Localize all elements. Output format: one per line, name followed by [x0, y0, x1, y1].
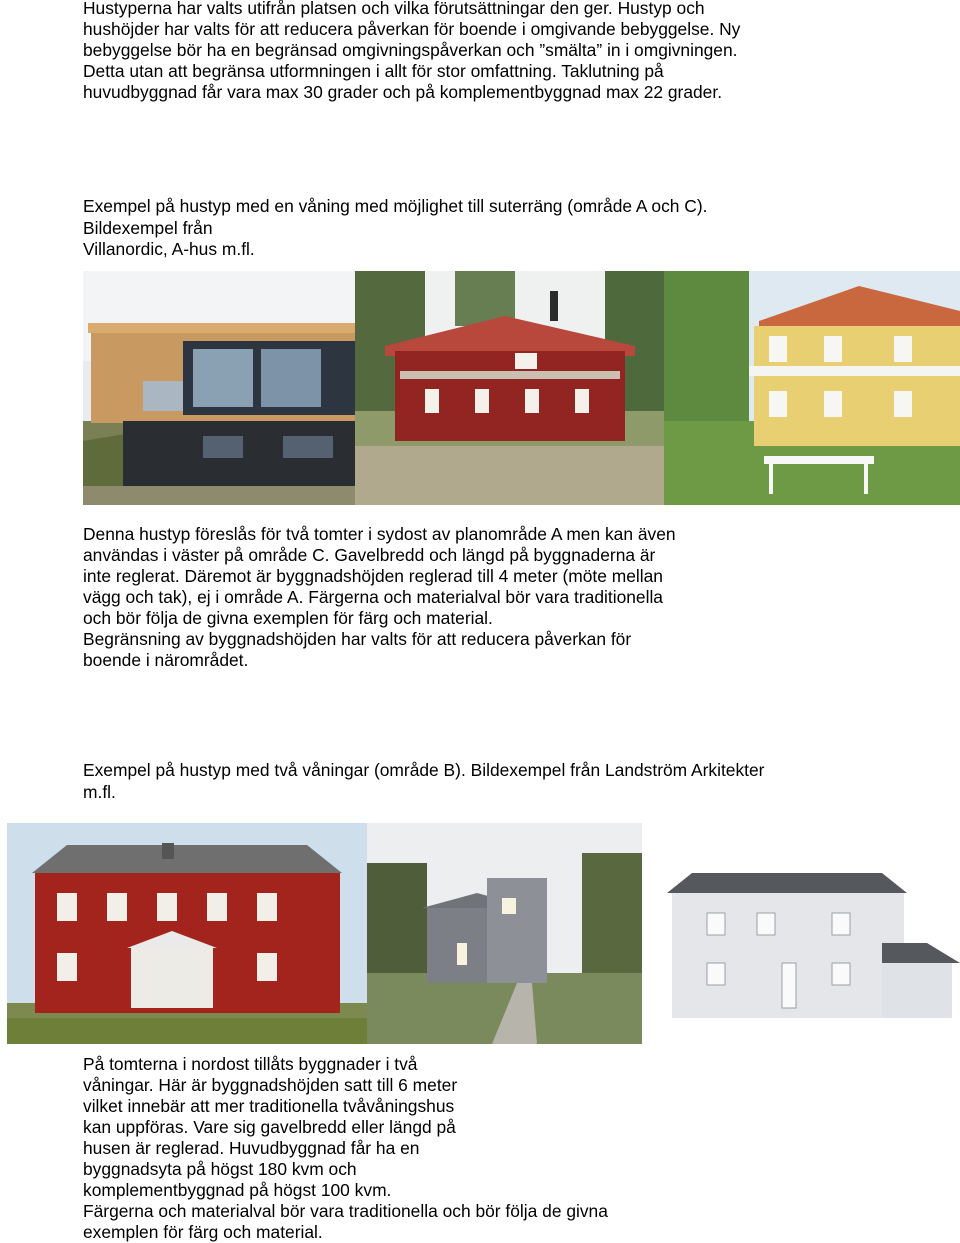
- modern-house-photo: [83, 271, 355, 505]
- description-line: användas i väster på område C. Gavelbredd och längd på byggnaderna är: [83, 545, 656, 565]
- heading-line: Exempel på hustyp med två våningar (område B). Bildexempel från Landström Arkitekter: [83, 760, 765, 780]
- heading-line: m.fl.: [83, 781, 116, 802]
- description-line: byggnadsyta på högst 180 kvm och: [83, 1159, 357, 1179]
- description-line: Begränsning av byggnadshöjden har valts för att reducera påverkan för: [83, 629, 632, 649]
- intro-line: huvudbyggnad får vara max 30 grader och på komplementbyggnad max 22 grader.: [83, 82, 723, 102]
- description-line: Denna hustyp föreslås för två tomter i sydost av planområde A men kan även: [83, 524, 676, 544]
- description-line: På tomterna i nordost tillåts byggnader i två: [83, 1054, 418, 1074]
- description-line: och bör följa de givna exemplen för färg och material.: [83, 608, 493, 628]
- description-line: inte reglerat. Däremot är byggnadshöjden reglerad till 4 meter (möte mellan: [83, 566, 663, 586]
- two-floor-heading: [83, 760, 764, 803]
- intro-line: Detta utan att begränsa utformningen i allt för stor omfattning. Taklutning på: [83, 61, 664, 81]
- description-line: komplementbyggnad på högst 100 kvm.: [83, 1180, 392, 1200]
- heading-line: Bildexempel från: [83, 217, 213, 238]
- description-line: vägg och tak), ej i område A. Färgerna och materialval bör vara traditionella: [83, 587, 663, 607]
- two-floor-description: [83, 1054, 608, 1243]
- grey-house-photo: [367, 823, 642, 1044]
- intro-line: Hustyperna har valts utifrån platsen och vilka förutsättningar den ger. Hustyp och: [83, 0, 705, 18]
- description-line: våningar. Här är byggnadshöjden satt till 6 meter: [83, 1075, 458, 1095]
- heading-line: Villanordic, A-hus m.fl.: [83, 239, 255, 259]
- description-line: kan uppföras. Vare sig gavelbredd eller längd på: [83, 1117, 456, 1137]
- intro-line: hushöjder har valts för att reducera påverkan för boende i omgivande bebyggelse. Ny: [83, 19, 741, 39]
- description-line: Färgerna och materialval bör vara traditionella och bör följa de givna: [83, 1201, 608, 1221]
- intro-line: bebyggelse bör ha en begränsad omgivningspåverkan och ”smälta” in i omgivningen.: [83, 40, 738, 60]
- heading-line: Exempel på hustyp med en våning med möjlighet till suterräng (område A och C).: [83, 196, 708, 216]
- description-line: husen är reglerad. Huvudbyggnad får ha en: [83, 1138, 420, 1158]
- one-floor-heading: [83, 196, 707, 261]
- description-line: boende i närområdet.: [83, 650, 249, 670]
- description-line: exemplen för färg och material.: [83, 1222, 323, 1242]
- red-two-storey-photo: [7, 823, 367, 1044]
- description-line: vilket innebär att mer traditionella tvåvåningshus: [83, 1096, 455, 1116]
- yellow-house-photo: [664, 271, 960, 505]
- red-house-photo: [355, 271, 664, 505]
- one-floor-description: [83, 524, 676, 671]
- intro-paragraph: [83, 0, 740, 103]
- white-two-storey-photo: [642, 823, 960, 1044]
